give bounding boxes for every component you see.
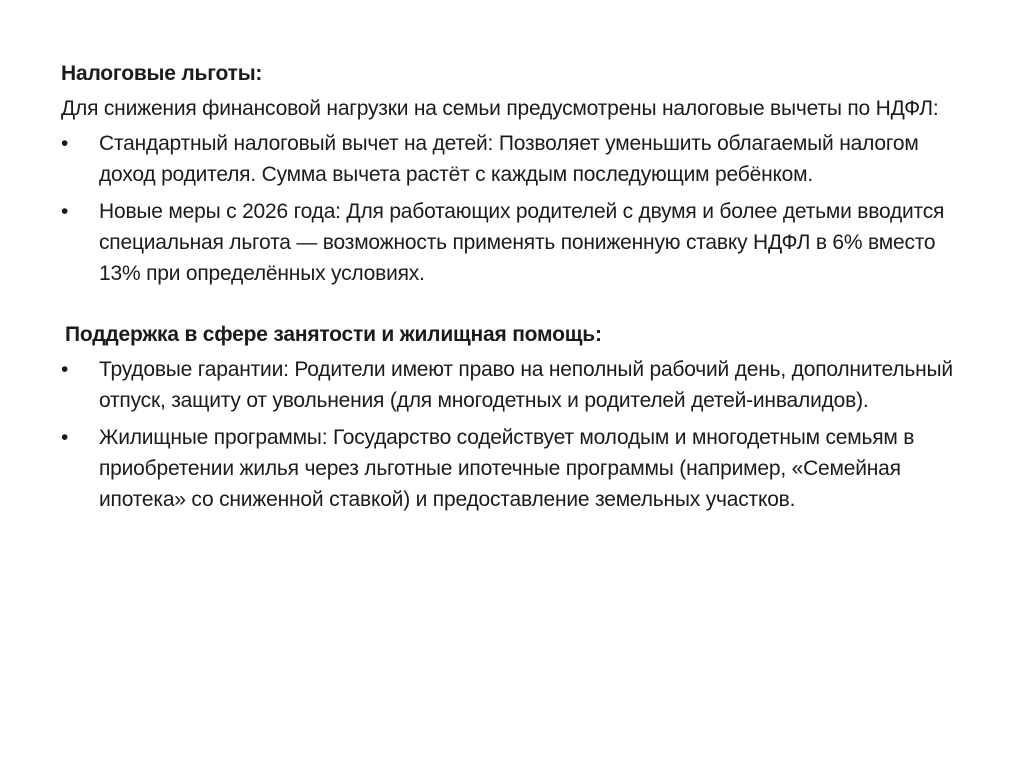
bullet-list-tax-benefits [61,128,976,289]
bullet-icon: • [61,426,69,449]
bullet-text: Новые меры с 2026 года: Для работающих родителей с двумя и более детьми вводится специальная льгота — возможность применять пониженную ставку НДФЛ в 6% вместо 13% при определённых условиях. [99,200,945,285]
bullet-list-employment-housing [61,354,976,515]
bullet-icon: • [61,200,69,223]
list-item [61,354,976,416]
section-intro-tax-benefits: Для снижения финансовой нагрузки на семьи предусмотрены налоговые вычеты по НДФЛ: [61,97,939,120]
section-heading-employment-housing: Поддержка в сфере занятости и жилищная помощь: [65,323,602,346]
slide-content [61,58,976,521]
bullet-text: Жилищные программы: Государство содействует молодым и многодетным семьям в приобретении жилья через льготные ипотечные программы (например, «Семейная ипотека» со сниженной ставкой) и предоставление земельных участков. [99,426,915,511]
section-heading-tax-benefits: Налоговые льготы: [61,62,263,85]
bullet-text: Стандартный налоговый вычет на детей: Позволяет уменьшить облагаемый налогом доход родителя. Сумма вычета растёт с каждым последующим ребёнком. [99,132,919,186]
bullet-icon: • [61,358,69,381]
list-item [61,196,976,289]
list-item [61,128,976,190]
bullet-icon: • [61,132,69,155]
bullet-text: Трудовые гарантии: Родители имеют право на неполный рабочий день, дополнительный отпуск, защиту от увольнения (для многодетных и родителей детей-инвалидов). [99,358,953,412]
list-item [61,422,976,515]
